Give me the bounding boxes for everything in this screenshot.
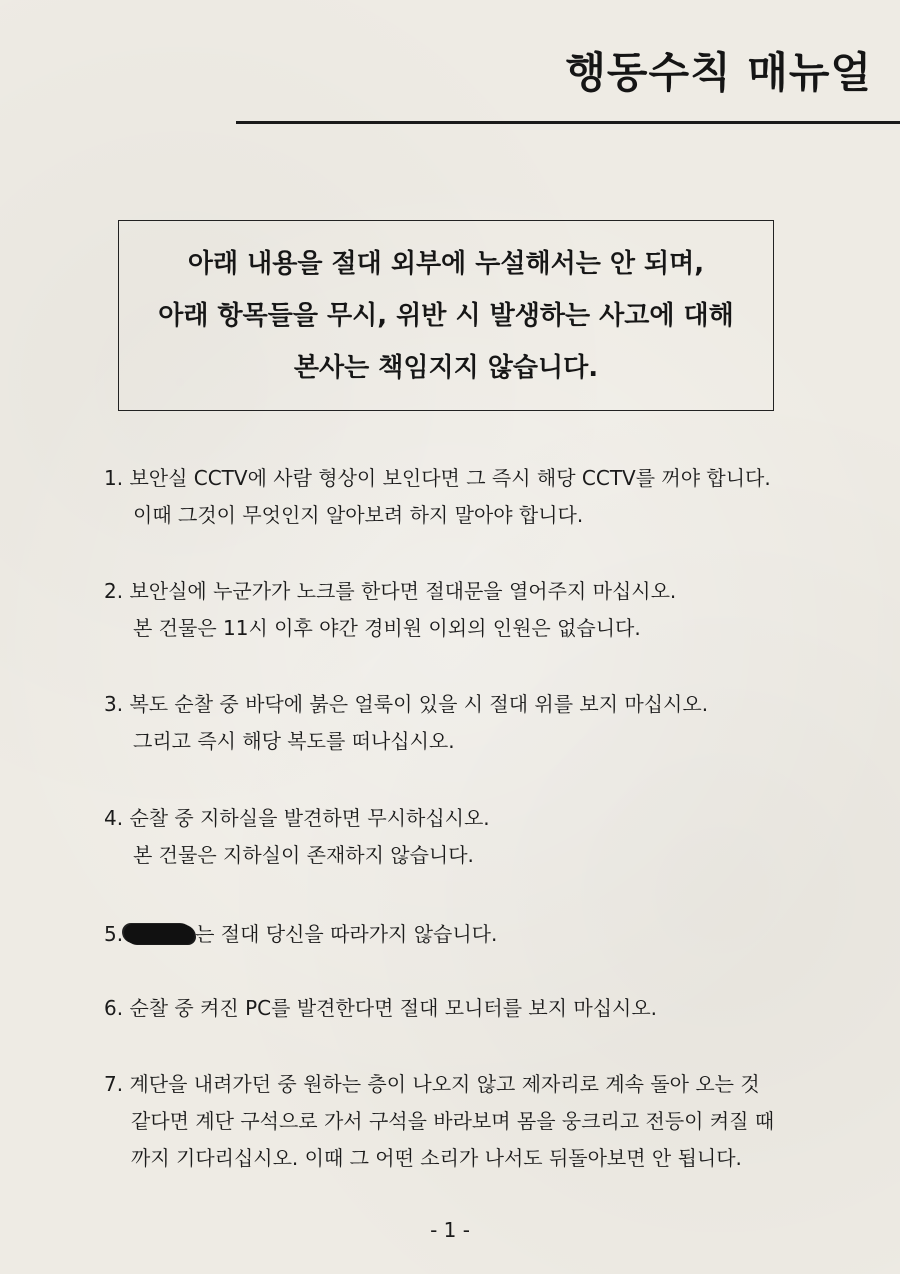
rule-item-5 [104, 916, 864, 953]
rule-text: 6. 순찰 중 켜진 PC를 발견한다면 절대 모니터를 보지 마십시오. [104, 996, 658, 1020]
title-underline [236, 121, 900, 124]
rule-item-1 [104, 460, 864, 534]
rule-text: 같다면 계단 구석으로 가서 구석을 바라보며 몸을 웅크리고 전등이 켜질 때 [131, 1109, 775, 1133]
redaction-mark [124, 924, 194, 944]
rule-text: 1. 보안실 CCTV에 사람 형상이 보인다면 그 즉시 해당 CCTV를 꺼야 합니다. [104, 466, 771, 490]
rule-text: 그리고 즉시 해당 복도를 떠나십시오. [133, 729, 455, 753]
rule-text [104, 916, 864, 953]
rule-text: 본 건물은 지하실이 존재하지 않습니다. [133, 843, 474, 867]
rule-item-2 [104, 573, 864, 647]
rule-text: 2. 보안실에 누군가가 노크를 한다면 절대문을 열어주지 마십시오. [104, 579, 677, 603]
notice-line: 본사는 책임지지 않습니다. [293, 352, 599, 383]
rule-text: 이때 그것이 무엇인지 알아보려 하지 말아야 합니다. [133, 503, 584, 527]
rule-number: 5. [104, 922, 124, 946]
notice-line: 아래 항목들을 무시, 위반 시 발생하는 사고에 대해 [158, 300, 734, 331]
rule-item-7 [104, 1066, 864, 1177]
rule-text: 까지 기다리십시오. 이때 그 어떤 소리가 나서도 뒤돌아보면 안 됩니다. [131, 1146, 742, 1170]
rule-text: 본 건물은 11시 이후 야간 경비원 이외의 인원은 없습니다. [133, 616, 641, 640]
notice-line: 아래 내용을 절대 외부에 누설해서는 안 되며, [187, 248, 705, 279]
rule-text-suffix: 는 절대 당신을 따라가지 않습니다. [195, 922, 498, 946]
page-title: 행동수칙 매뉴얼 [565, 48, 872, 97]
rule-item-3 [104, 686, 864, 760]
rule-item-4 [104, 800, 864, 874]
rule-item-6 [104, 990, 864, 1027]
rule-text: 7. 계단을 내려가던 중 원하는 층이 나오지 않고 제자리로 계속 돌아 오는 것 [104, 1072, 760, 1096]
page-number: - 1 - [430, 1218, 470, 1242]
rule-text: 4. 순찰 중 지하실을 발견하면 무시하십시오. [104, 806, 490, 830]
rule-text: 3. 복도 순찰 중 바닥에 붉은 얼룩이 있을 시 절대 위를 보지 마십시오. [104, 692, 709, 716]
notice-box [118, 220, 774, 411]
